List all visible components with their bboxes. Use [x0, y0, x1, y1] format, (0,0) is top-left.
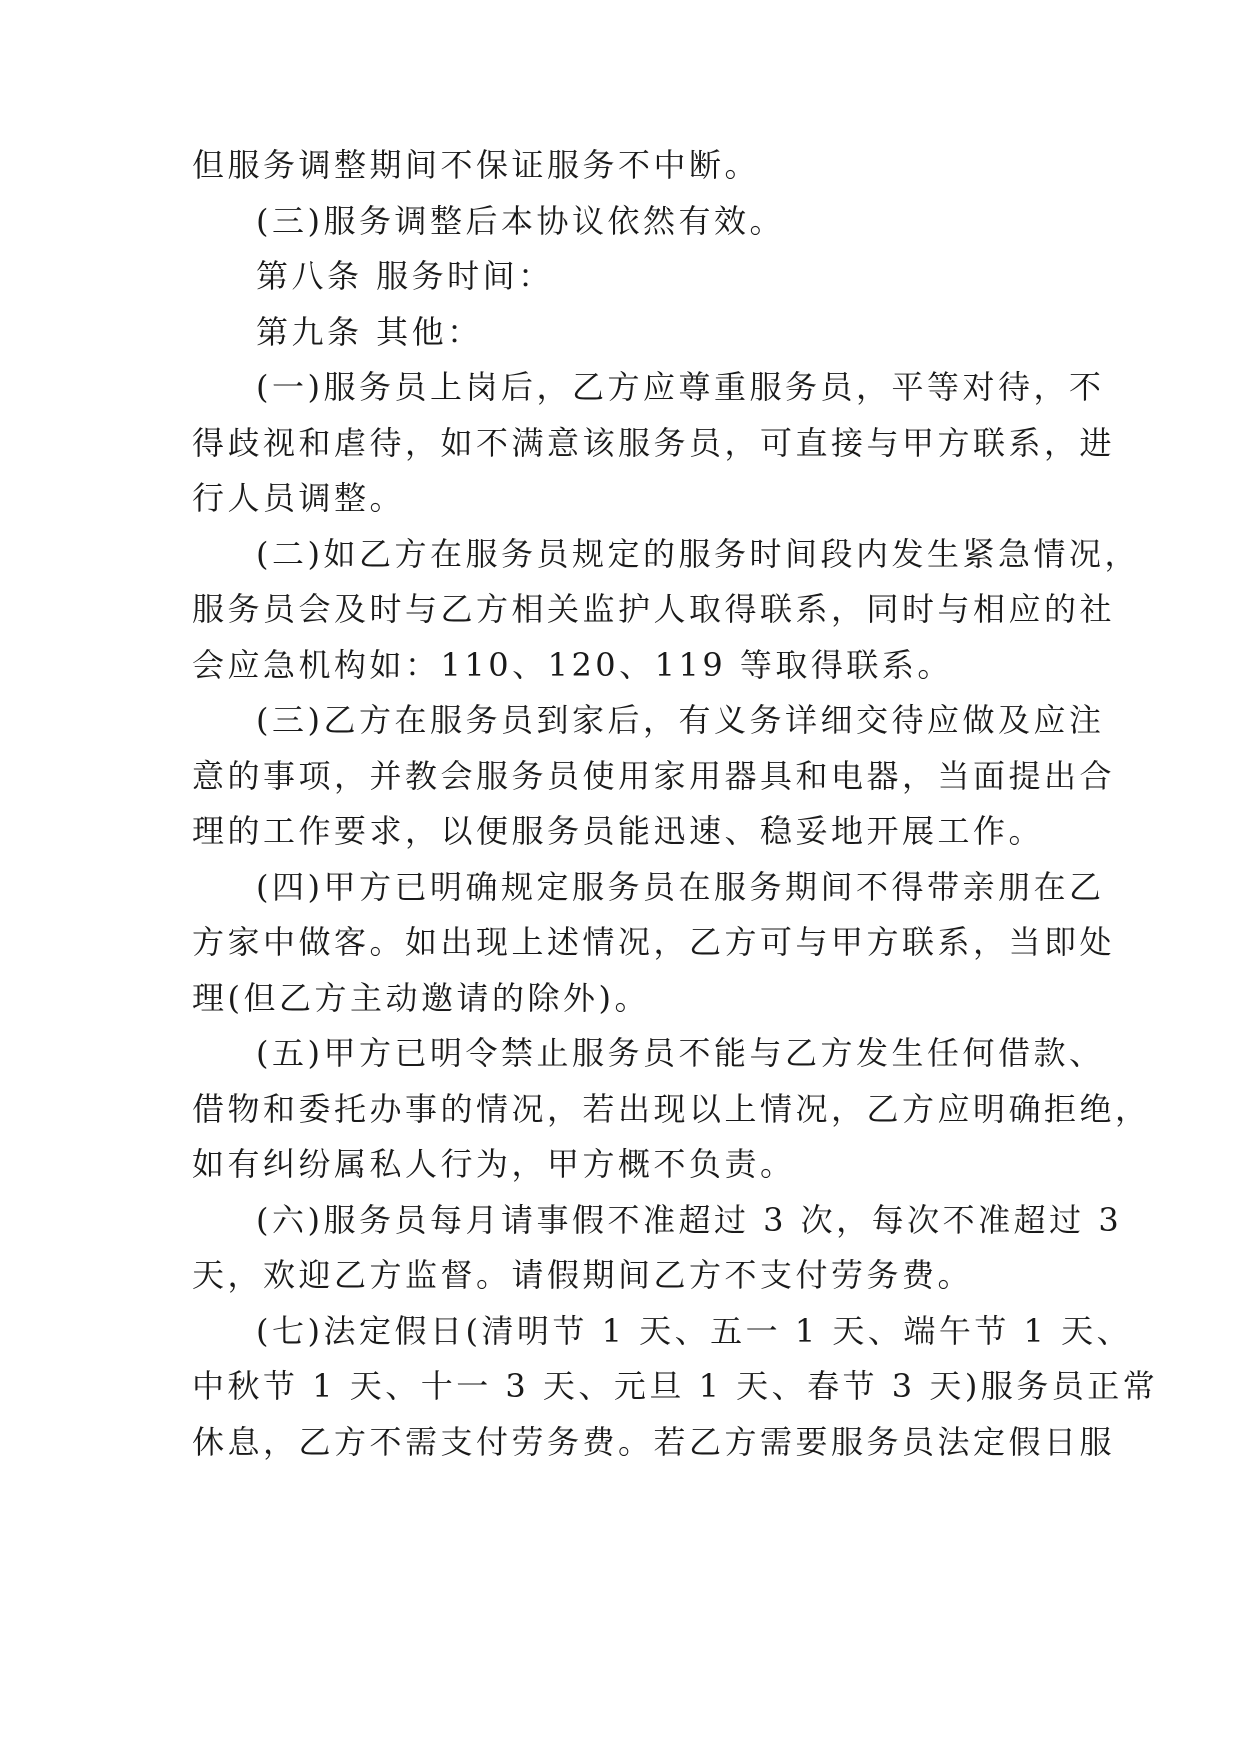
text-line: 会应急机构如：110、120、119 等取得联系。 [192, 646, 953, 684]
text-line: (三)乙方在服务员到家后，有义务详细交待应做及应注 [256, 701, 1105, 739]
text-line: 方家中做客。如出现上述情况，乙方可与甲方联系，当即处 [192, 923, 1116, 961]
text-line: 第八条 服务时间： [256, 257, 554, 295]
text-line: 天，欢迎乙方监督。请假期间乙方不支付劳务费。 [192, 1256, 974, 1294]
text-line: 借物和委托办事的情况，若出现以上情况，乙方应明确拒绝， [192, 1090, 1151, 1128]
text-line: (二)如乙方在服务员规定的服务时间段内发生紧急情况， [256, 535, 1140, 573]
text-line: (七)法定假日(清明节 1 天、五一 1 天、端午节 1 天、 [256, 1312, 1133, 1350]
text-line: 行人员调整。 [192, 479, 406, 517]
text-line: (四)甲方已明确规定服务员在服务期间不得带亲朋在乙 [256, 868, 1105, 906]
text-line: 得歧视和虐待，如不满意该服务员，可直接与甲方联系，进 [192, 424, 1116, 462]
text-line: 但服务调整期间不保证服务不中断。 [192, 146, 761, 184]
text-line: 服务员会及时与乙方相关监护人取得联系，同时与相应的社 [192, 590, 1116, 628]
text-line: 意的事项，并教会服务员使用家用器具和电器，当面提出合 [192, 757, 1116, 795]
text-line: 理(但乙方主动邀请的除外)。 [192, 979, 650, 1017]
text-line: 如有纠纷属私人行为，甲方概不负责。 [192, 1145, 796, 1183]
text-line: 第九条 其他： [256, 313, 483, 351]
text-line: (六)服务员每月请事假不准超过 3 次，每次不准超过 3 [256, 1201, 1123, 1239]
text-line: 中秋节 1 天、十一 3 天、元旦 1 天、春节 3 天)服务员正常 [192, 1367, 1159, 1405]
text-line: 休息，乙方不需支付劳务费。若乙方需要服务员法定假日服 [192, 1423, 1116, 1461]
text-line: (三)服务调整后本协议依然有效。 [256, 202, 785, 240]
text-line: (一)服务员上岗后，乙方应尊重服务员，平等对待，不 [256, 368, 1105, 406]
text-line: (五)甲方已明令禁止服务员不能与乙方发生任何借款、 [256, 1034, 1105, 1072]
text-line: 理的工作要求，以便服务员能迅速、稳妥地开展工作。 [192, 812, 1045, 850]
